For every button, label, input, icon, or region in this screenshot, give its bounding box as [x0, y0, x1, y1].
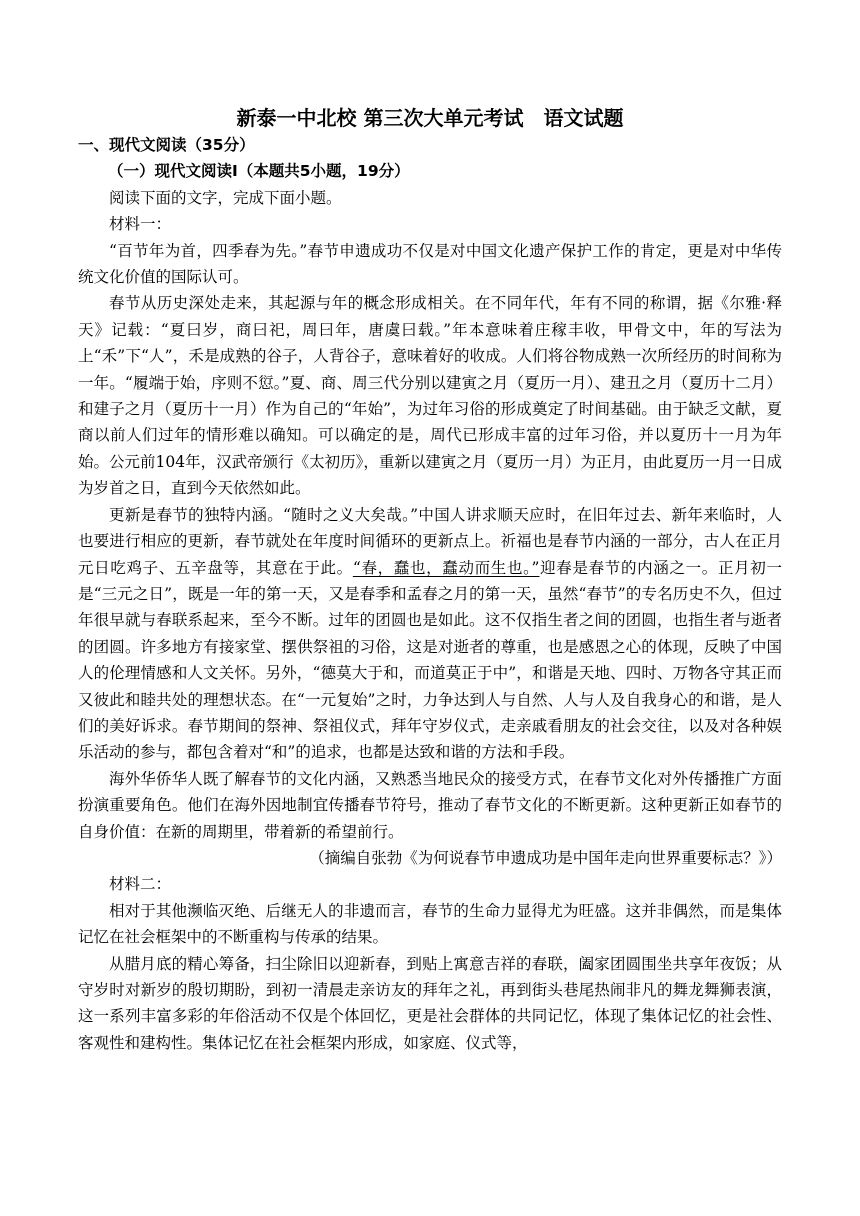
material2-paragraph-2: 从腊月底的精心筹备，扫尘除旧以迎新春，到贴上寓意吉祥的春联，阖家团圆围坐共享年夜饭；从守岁时对新岁的殷切期盼，到初一清晨走亲访友的拜年之礼，再到街头巷尾热闹非凡的舞龙舞狮表演，这一系列丰富多彩的年俗活动不仅是个体回忆，更是社会群体的共同记忆，体现了集体记忆的社会性、客观性和建构性。集体记忆在社会框架内形成，如家庭、仪式等， [78, 954, 782, 1052]
document-body [78, 132, 782, 1056]
section-heading: 一、现代文阅读（35分） [78, 136, 255, 154]
exam-title: 新泰一中北校 第三次大单元考试 语文试题 [236, 106, 624, 130]
paragraph-3-text-after: 迎春是春节的内涵之一。正月初一是“三元之日”，既是一年的第一天，又是春季和孟春之月的第一天，虽然“春节”的专名历史不久，但过年很早就与春联系起来，至今不断。过年的团圆也是如此。这不仅指生者之间的团圆，也指生者与逝者的团圆。许多地方有接家堂、摆供祭祖的习俗，这是对逝者的尊重，也是感恩之心的体现，反映了中国人的伦理情感和人文关怀。另外，“德莫大于和，而道莫正于中”，和谐是天地、四时、万物各守其正而又彼此和睦共处的理想状态。在“一元复始”之时，力争达到人与自然、人与人及自我身心的和谐，是人们的美好诉求。春节期间的祭神、祭祖仪式，拜年守岁仪式，走亲戚看朋友的社会交往，以及对各种娱乐活动的参与，都包含着对“和”的追求，也都是达致和谐的方法和手段。 [78, 558, 782, 762]
underlined-quote: “春，蠢也，蠢动而生也。” [352, 558, 540, 577]
paragraph-3-text-before: 更新是春节的独特内涵。“随时之义大矣哉。”中国人讲求顺天应时，在旧年过去、新年来临时，人也要进行相应的更新，春节就处在年度时间循环的更新点上。祈福也是春节内涵的一部分，古人在正月元日吃鸡子、五辛盘等，其意在于此。 [78, 505, 782, 577]
material1-paragraph-4: 海外华侨华人既了解春节的文化内涵，又熟悉当地民众的接受方式，在春节文化对外传播推广方面扮演重要角色。他们在海外因地制宜传播春节符号，推动了春节文化的不断更新。这种更新正如春节的自身价值：在新的周期里，带着新的希望前行。 [78, 769, 782, 841]
material1-paragraph-2: 春节从历史深处走来，其起源与年的概念形成相关。在不同年代，年有不同的称谓，据《尔雅·释天》记载：“夏曰岁，商曰祀，周曰年，唐虞曰载。”年本意味着庄稼丰收，甲骨文中，年的写法为上“禾”下“人”，禾是成熟的谷子，人背谷子，意味着好的收成。人们将谷物成熟一次所经历的时间称为一年。“履端于始，序则不愆。”夏、商、周三代分别以建寅之月（夏历一月）、建丑之月（夏历十二月）和建子之月（夏历十一月）作为自己的“年始”，为过年习俗的形成奠定了时间基础。由于缺乏文献，夏商以前人们过年的情形难以确知。可以确定的是，周代已形成丰富的过年习俗，并以夏历十一月为年始。公元前104年，汉武帝颁行《太初历》，重新以建寅之月（夏历一月）为正月，由此夏历一月一日成为岁首之日，直到今天依然如此。 [78, 294, 782, 498]
material1-source: （摘编自张勃《为何说春节申遗成功是中国年走向世界重要标志？》） [309, 848, 782, 867]
instruction-text: 阅读下面的文字，完成下面小题。 [109, 188, 342, 207]
material1-label: 材料一： [109, 215, 172, 234]
material2-label: 材料二： [109, 875, 172, 894]
material2-paragraph-1: 相对于其他濒临灭绝、后继无人的非遗而言，春节的生命力显得尤为旺盛。这并非偶然，而是集体记忆在社会框架中的不断重构与传承的结果。 [78, 901, 782, 947]
subsection-heading: （一）现代文阅读Ⅰ（本题共5小题，19分） [108, 162, 410, 181]
material1-paragraph-3 [78, 502, 782, 766]
material1-paragraph-1: “百节年为首，四季春为先。”春节申遗成功不仅是对中国文化遗产保护工作的肯定，更是对中华传统文化价值的国际认可。 [78, 241, 782, 287]
